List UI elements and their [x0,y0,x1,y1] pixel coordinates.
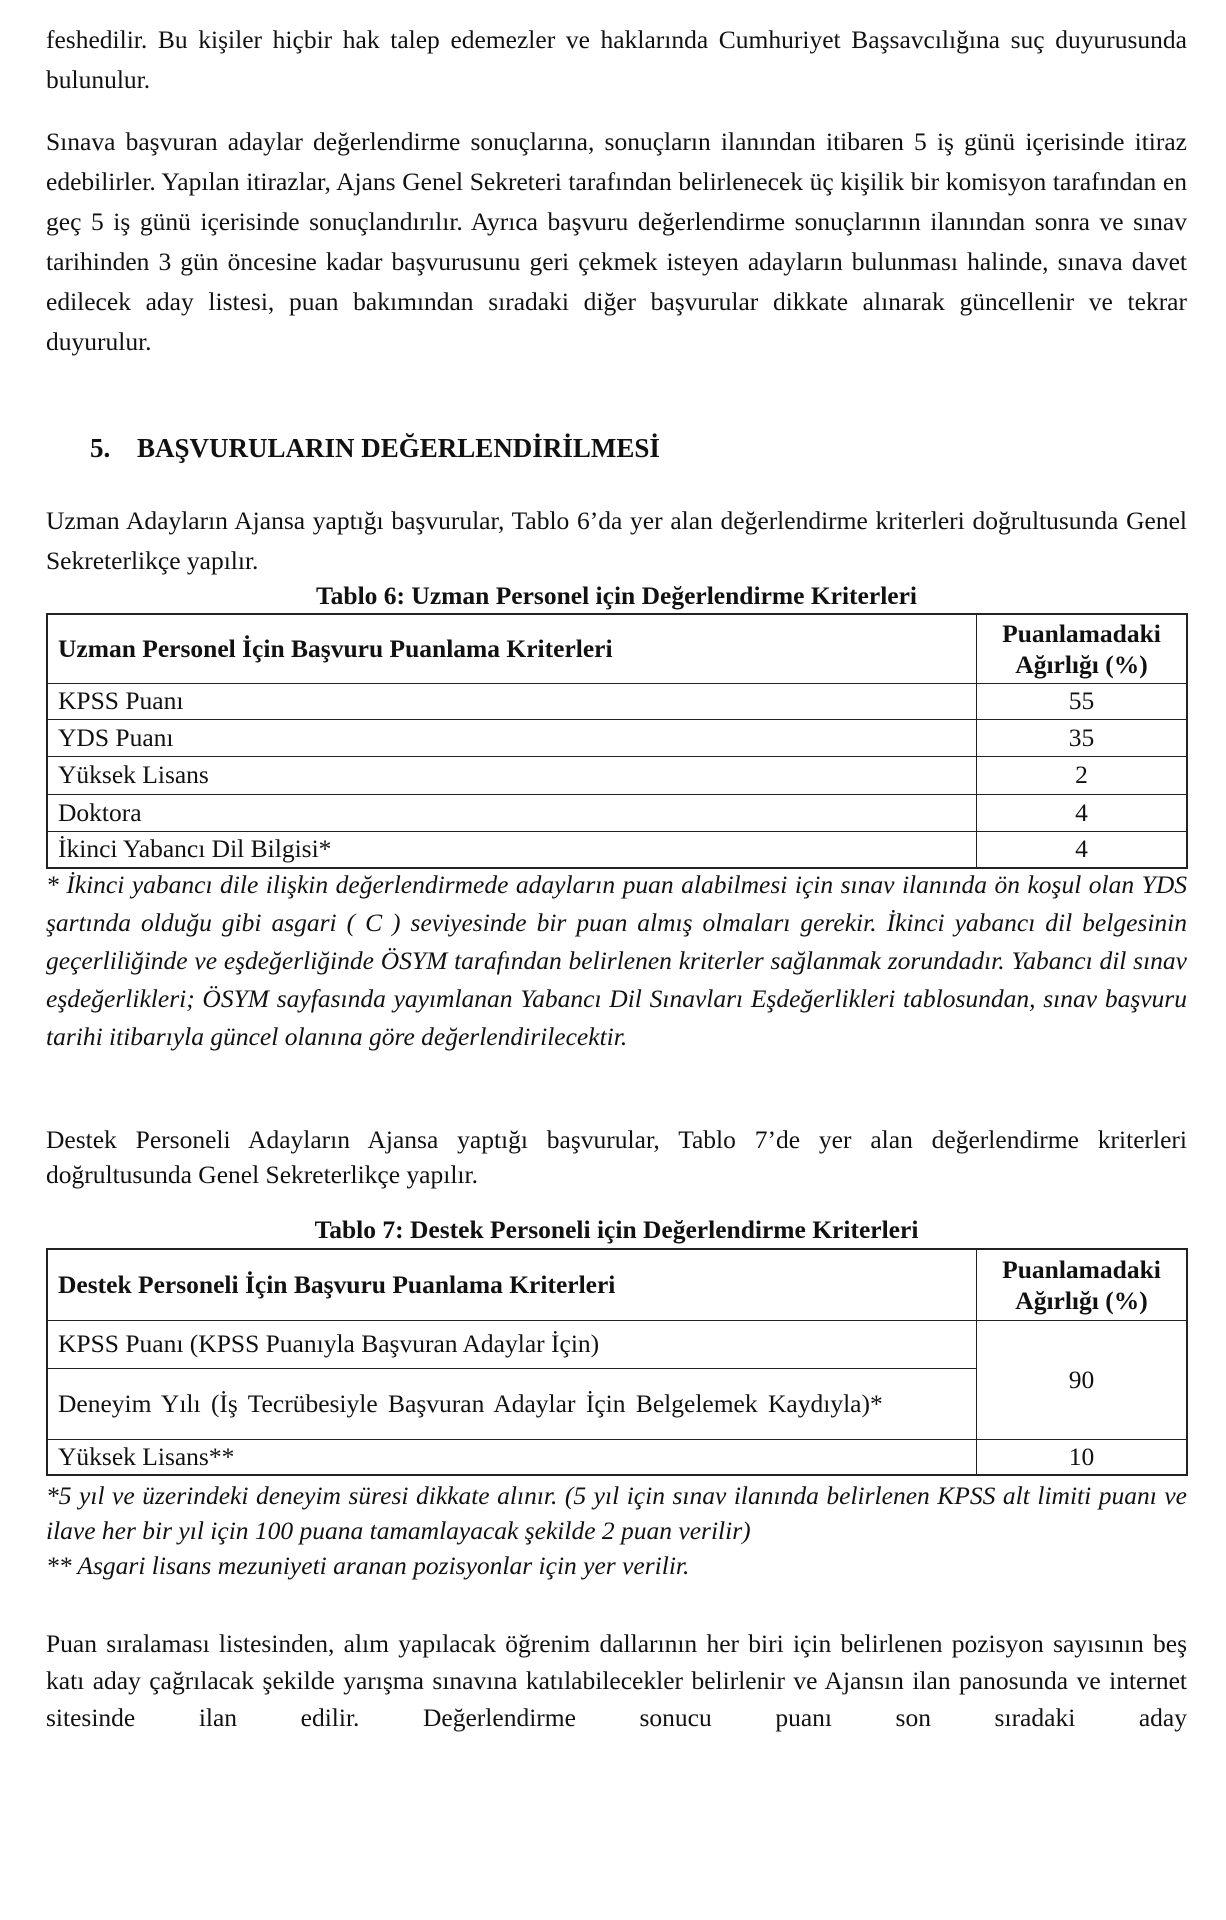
criterion-cell: İkinci Yabancı Dil Bilgisi* [47,831,977,868]
weight-cell: 35 [977,719,1188,756]
paragraph-destek [46,1122,1187,1192]
table-row [47,1320,1187,1368]
footnote-text: ** Asgari lisans mezuniyeti aranan pozisyonlar için yer verilir. [46,1551,690,1580]
paragraph-objections [46,122,1187,362]
paragraph-text: Destek Personeli Adayların Ajansa yaptığı başvurular, Tablo 7’de yer alan değerlendirme kriterleri doğrultusunda Genel Sekreterlikçe yapılır. [46,1125,1187,1189]
table7-caption: Tablo 7: Destek Personeli için Değerlendirme Kriterleri [314,1215,919,1244]
table-row [47,831,1187,868]
table-row [47,683,1187,719]
criterion-cell: KPSS Puanı (KPSS Puanıyla Başvuran Adaylar İçin) [47,1320,977,1368]
table-row [47,756,1187,794]
criterion-cell: Yüksek Lisans [47,756,977,794]
table6 [46,613,1188,869]
table7-footnote-1 [46,1478,1187,1548]
table-header-row [47,1249,1187,1320]
table6-caption: Tablo 6: Uzman Personel için Değerlendirme Kriterleri [316,581,917,610]
footnote-text: * İkinci yabancı dile ilişkin değerlendirmede adayların puan alabilmesi için sınav ilanında ön koşul olan YDS şartında olduğu gibi asgari ( C ) seviyesinde bir puan almış olmaları gerekir. İkinci yabancı dil belgesinin geçerliliğinde ve eşdeğerliğinde ÖSYM tarafından belirlenen kriterler sağlanmak zorundadır. Yabancı dil sınav eşdeğerlikleri; ÖSYM sayfasında yayımlanan Yabancı Dil Sınavları Eşdeğerlikleri tablosundan, sınav başvuru tarihi itibarıyla güncel olanına göre değerlendirilecektir. [46,870,1187,1051]
weight-cell: 55 [977,683,1188,719]
weight-cell: 4 [977,831,1188,868]
criterion-cell: Doktora [47,794,977,831]
weight-cell: 10 [977,1439,1188,1475]
criterion-cell: Yüksek Lisans** [47,1439,977,1475]
paragraph-intro [46,20,1187,100]
table-header-criterion: Destek Personeli İçin Başvuru Puanlama Kriterleri [47,1249,977,1320]
table-header-weight: Puanlamadaki Ağırlığı (%) [977,614,1188,683]
merged-weight-cell: 90 [977,1320,1188,1439]
table7-footnote-2 [46,1548,1187,1583]
weight-cell: 4 [977,794,1188,831]
table7 [46,1248,1188,1476]
criterion-cell: KPSS Puanı [47,683,977,719]
criterion-cell: Deneyim Yılı (İş Tecrübesiyle Başvuran Adaylar İçin Belgelemek Kaydıyla)* [47,1368,977,1439]
section-heading [90,428,660,468]
paragraph-text: Uzman Adayların Ajansa yaptığı başvurular, Tablo 6’da yer alan değerlendirme kriterleri doğrultusunda Genel Sekreterlikçe yapılır. [46,506,1187,575]
paragraph-ranking [46,1625,1187,1736]
table-header-row [47,614,1187,683]
footnote-text: *5 yıl ve üzerindeki deneyim süresi dikkate alınır. (5 yıl için sınav ilanında belirlenen KPSS alt limiti puanı ve ilave her bir yıl için 100 puana tamamlayacak şekilde 2 puan verilir) [46,1481,1187,1545]
table-row [47,719,1187,756]
section-number: 5. [90,433,111,463]
table6-footnote [46,866,1187,1056]
criterion-cell: YDS Puanı [47,719,977,756]
weight-cell: 2 [977,756,1188,794]
table-row [47,794,1187,831]
table-header-weight: Puanlamadaki Ağırlığı (%) [977,1249,1188,1320]
paragraph-text: Sınava başvuran adaylar değerlendirme sonuçlarına, sonuçların ilanından itibaren 5 iş günü içerisinde itiraz edebilirler. Yapılan itirazlar, Ajans Genel Sekreteri tarafından belirlenecek üç kişilik bir komisyon tarafından en geç 5 iş günü içerisinde sonuçlandırılır. Ayrıca başvuru değerlendirme sonuçlarının ilanından sonra ve sınav tarihinden 3 gün öncesine kadar başvurusunu geri çekmek isteyen adayların bulunması halinde, sınava davet edilecek aday listesi, puan bakımından sıradaki diğer başvurular dikkate alınarak güncellenir ve tekrar duyurulur. [46,127,1187,356]
paragraph-text: feshedilir. Bu kişiler hiçbir hak talep edemezler ve haklarında Cumhuriyet Başsavcılığına suç duyurusunda bulunulur. [46,25,1187,94]
section-title: BAŞVURULARIN DEĞERLENDİRİLMESİ [137,433,660,463]
paragraph-uzman [46,501,1187,581]
paragraph-text: Puan sıralaması listesinden, alım yapılacak öğrenim dallarının her biri için belirlenen pozisyon sayısının beş katı aday çağrılacak şekilde yarışma sınavına katılabilecekler belirlenir ve Ajansın ilan panosunda ve internet sitesinde ilan edilir. Değerlendirme sonucu puanı son sıradaki aday [46,1629,1187,1732]
table-header-criterion: Uzman Personel İçin Başvuru Puanlama Kriterleri [47,614,977,683]
table-row [47,1439,1187,1475]
